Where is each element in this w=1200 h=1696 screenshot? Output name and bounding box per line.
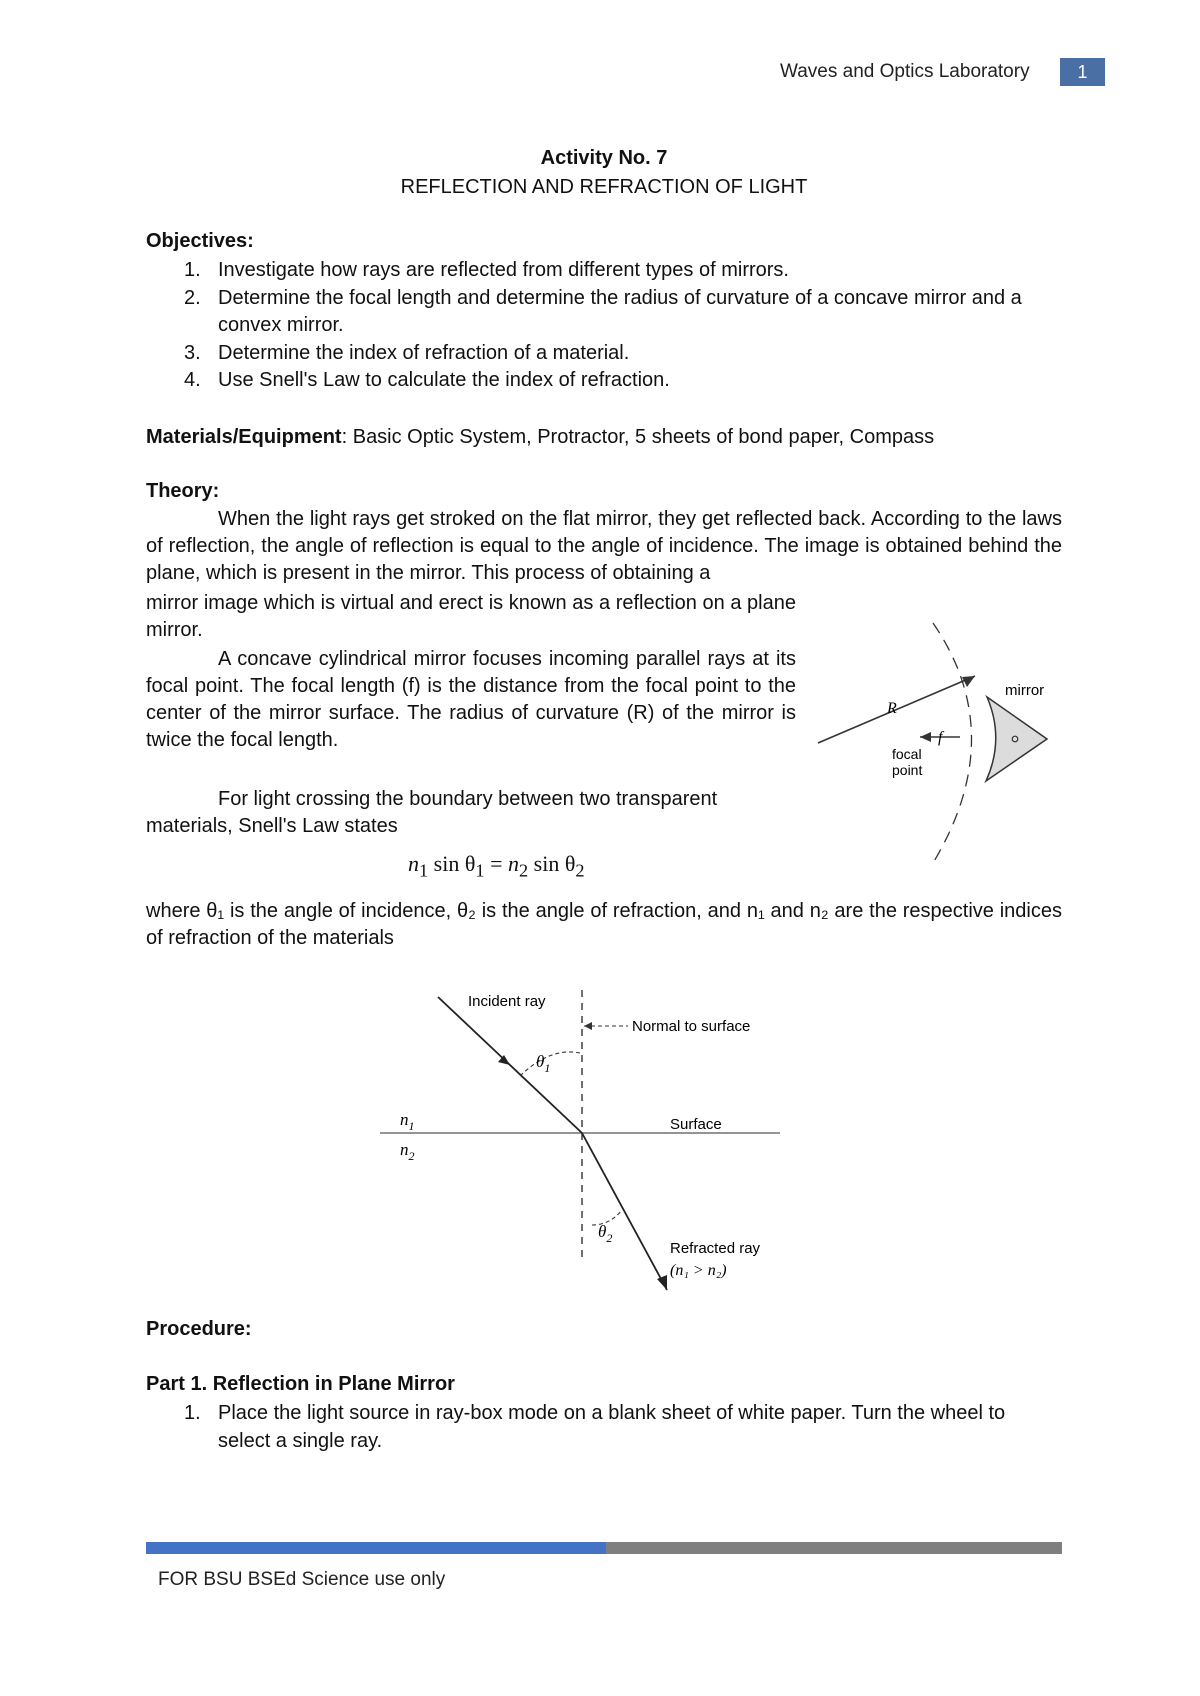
part1-heading: Part 1. Reflection in Plane Mirror [146,1373,455,1395]
surface-label: Surface [670,1116,722,1133]
list-number: 2. [184,286,201,309]
list-number: 1. [184,259,201,281]
eq-n2-sub: 2 [518,860,529,881]
materials-text: : Basic Optic System, Protractor, 5 sheets of bond paper, Compass [341,426,935,448]
objectives-heading: Objectives: [146,230,254,252]
mirror-label: mirror [1005,682,1045,699]
materials-label: Materials/Equipment [146,426,342,448]
procedure-heading: Procedure: [146,1318,252,1340]
header-title: Waves and Optics Laboratory [780,61,1030,82]
list-text: Determine the index of refraction of a material. [218,341,630,364]
eq-theta2-sub: 2 [575,860,585,881]
footer-bar-blue [146,1542,606,1554]
procedure-steps [146,1400,1062,1455]
list-text: Use Snell's Law to calculate the index of refraction. [218,369,670,391]
list-text: Place the light source in ray-box mode on a blank sheet of white paper. Turn the wheel to select a single ray. [218,1402,1006,1452]
radius-label: R [887,700,897,717]
normal-label: Normal to surface [632,1018,751,1035]
theory-paragraph-3: For light crossing the boundary between two transparent materials, Snell's Law states [146,788,718,837]
eq-sin2: sin θ [533,851,576,876]
eq-theta1-sub: 1 [475,860,485,881]
snells-law-equation [408,851,585,881]
page-title: REFLECTION AND REFRACTION OF LIGHT [400,176,808,198]
n1-label: $n_1$ [400,1110,415,1133]
list-item [146,340,1062,368]
materials-line [146,424,1076,451]
footer-bar-gray [606,1542,1062,1554]
concave-mirror-figure [810,615,1080,870]
theta2-label: $\theta_2$ [598,1222,613,1245]
normal-pointer-head [584,1022,592,1030]
list-text: Investigate how rays are reflected from different types of mirrors. [218,259,789,281]
focal-point-label-2: point [892,762,923,778]
list-item [146,285,1062,340]
refraction-condition: (n₁ > n₂) [670,1262,727,1279]
list-number: 3. [184,341,201,364]
list-number: 1. [184,1402,201,1424]
theta2-arc [592,1210,622,1225]
list-item [146,257,1062,285]
eq-n1: n [408,851,419,876]
eq-n2: n [507,851,519,876]
list-item [146,367,1062,395]
focal-length-label: f [938,729,943,746]
eq-n1-sub: 1 [419,860,429,881]
footer-text: FOR BSU BSEd Science use only [158,1569,446,1590]
refraction-figure [370,985,790,1295]
theta1-label: $\theta_1$ [536,1052,551,1075]
list-number: 4. [184,369,201,391]
focal-point-label-1: focal [892,746,922,762]
theory-paragraph-1-cont: mirror image which is virtual and erect is known as a reflection on a plane mirror. [146,592,796,641]
focal-arrowhead [920,732,931,742]
eq-equals: = [490,851,503,876]
page-number-badge: 1 [1060,58,1105,86]
refracted-ray-label: Refracted ray [670,1240,761,1257]
theory-paragraph-2: A concave cylindrical mirror focuses incoming parallel rays at its focal point. The focal length (f) is the distance from the focal point to the center of the mirror surface. The radius of curvature (R) of the mirror is twice the focal length. [146,648,796,751]
list-item [146,1400,1062,1455]
refracted-ray [582,1133,667,1290]
snells-law-description: where θ₁ is the angle of incidence, θ₂ is the angle of refraction, and n₁ and n₂ are the respective indices of refraction of the materials [146,900,1062,949]
incident-ray-label: Incident ray [468,993,546,1010]
objectives-list [146,257,1062,395]
theory-heading: Theory: [146,480,220,502]
activity-label: Activity No. 7 [540,147,668,169]
list-text: Determine the focal length and determine the radius of curvature of a concave mirror and a convex mirror. [218,286,1022,336]
eq-sin1: sin θ [433,851,476,876]
refracted-arrowhead [657,1275,667,1290]
theory-paragraph-1: When the light rays get stroked on the flat mirror, they get reflected back. According to the laws of reflection, the angle of reflection is equal to the angle of incidence. The image is obtained behind the plane, which is present in the mirror. This process of obtaining a [146,508,1062,584]
n2-label: $n_2$ [400,1140,415,1163]
mirror-shape [986,697,1047,781]
